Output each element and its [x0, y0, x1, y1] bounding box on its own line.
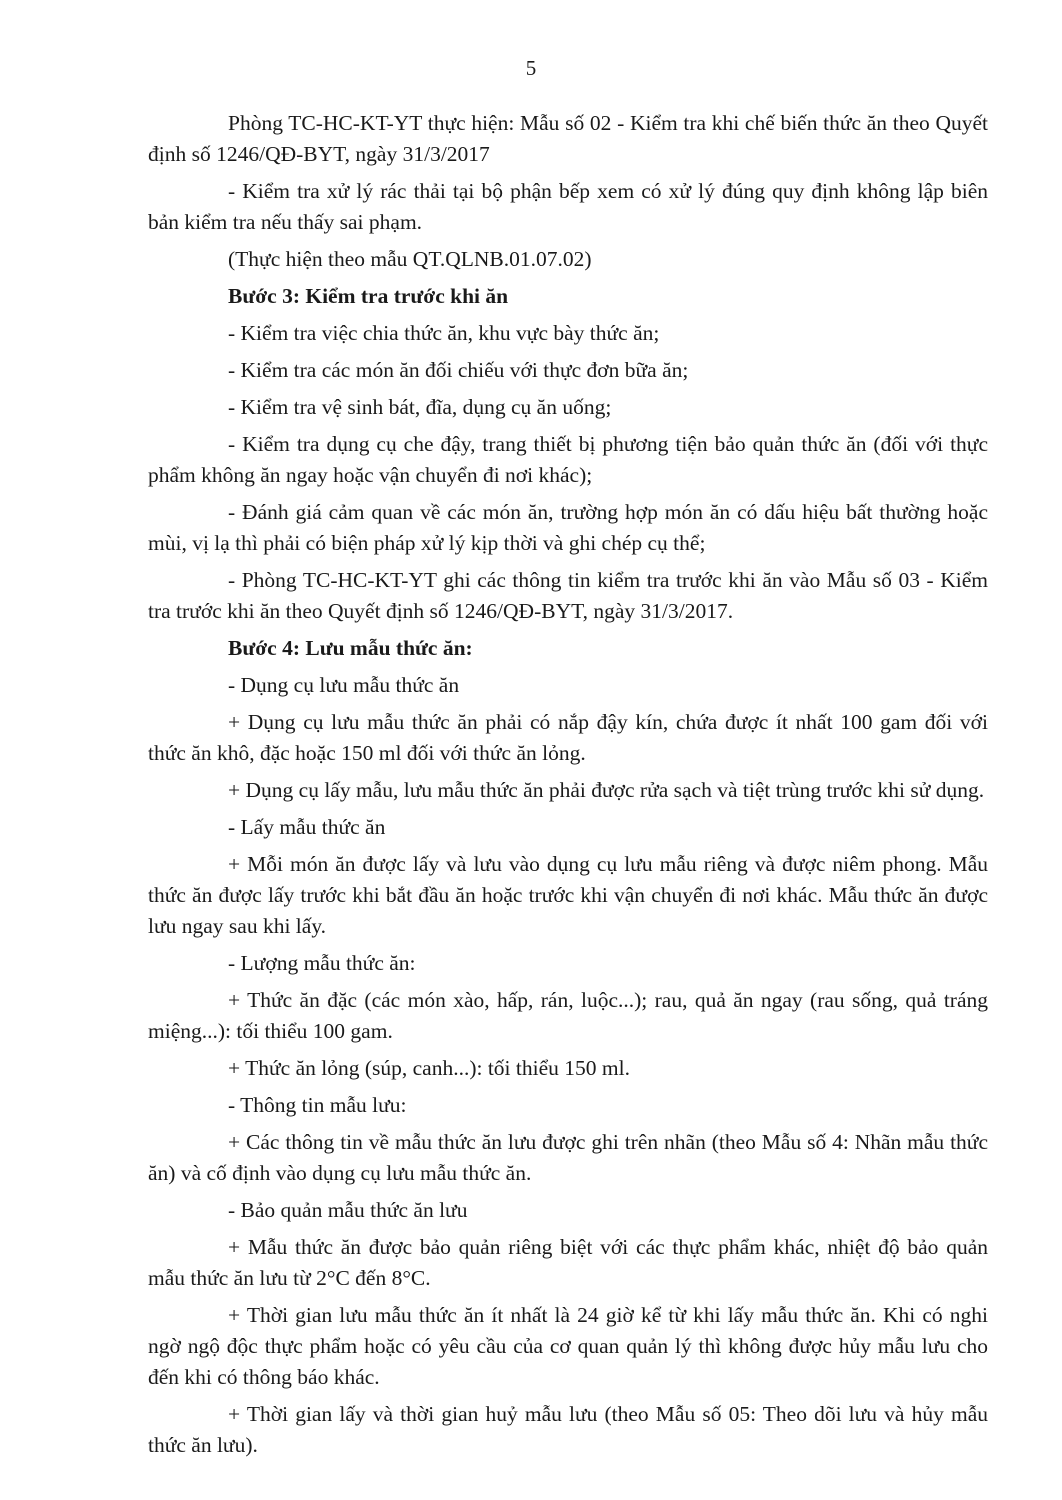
- list-item: - Thông tin mẫu lưu:: [228, 1093, 407, 1117]
- list-item: - Bảo quản mẫu thức ăn lưu: [228, 1198, 468, 1222]
- list-item: - Kiểm tra dụng cụ che đậy, trang thiết bị phương tiện bảo quản thức ăn (đối với thực phẩm không ăn ngay hoặc vận chuyển đi nơi khác);: [148, 432, 988, 487]
- list-item: - Kiểm tra vệ sinh bát, đĩa, dụng cụ ăn uống;: [228, 395, 612, 419]
- sub-list-item: + Dụng cụ lấy mẫu, lưu mẫu thức ăn phải được rửa sạch và tiệt trùng trước khi sử dụng.: [228, 778, 985, 802]
- list-item: - Lấy mẫu thức ăn: [228, 815, 386, 839]
- list-item: - Phòng TC-HC-KT-YT ghi các thông tin kiểm tra trước khi ăn vào Mẫu số 03 - Kiểm tra trước khi ăn theo Quyết định số 1246/QĐ-BYT, ngày 31/3/2017.: [148, 568, 988, 623]
- sub-list-item: + Mẫu thức ăn được bảo quản riêng biệt với các thực phẩm khác, nhiệt độ bảo quản mẫu thức ăn lưu từ 2°C đến 8°C.: [148, 1235, 988, 1290]
- sub-list-item: + Thức ăn lỏng (súp, canh...): tối thiểu 150 ml.: [228, 1056, 630, 1080]
- list-item: - Dụng cụ lưu mẫu thức ăn: [228, 673, 460, 697]
- list-item: - Đánh giá cảm quan về các món ăn, trường hợp món ăn có dấu hiệu bất thường hoặc mùi, vị lạ thì phải có biện pháp xử lý kịp thời và ghi chép cụ thể;: [148, 500, 988, 555]
- paragraph-waste-check: - Kiểm tra xử lý rác thải tại bộ phận bếp xem có xử lý đúng quy định không lập biên bản kiểm tra nếu thấy sai phạm.: [148, 179, 988, 234]
- sub-list-item: + Các thông tin về mẫu thức ăn lưu được ghi trên nhãn (theo Mẫu số 4: Nhãn mẫu thức ăn) và cố định vào dụng cụ lưu mẫu thức ăn.: [148, 1130, 988, 1185]
- sub-list-item: + Dụng cụ lưu mẫu thức ăn phải có nắp đậy kín, chứa được ít nhất 100 gam đối với thức ăn khô, đặc hoặc 150 ml đối với thức ăn lỏng.: [148, 710, 988, 765]
- list-item: - Kiểm tra việc chia thức ăn, khu vực bày thức ăn;: [228, 321, 660, 345]
- document-body: [148, 108, 988, 1467]
- sub-list-item: + Thức ăn đặc (các món xào, hấp, rán, luộc...); rau, quả ăn ngay (rau sống, quả tráng miệng...): tối thiểu 100 gam.: [148, 988, 988, 1043]
- paragraph-form-reference: (Thực hiện theo mẫu QT.QLNB.01.07.02): [228, 247, 592, 271]
- paragraph-intro: Phòng TC-HC-KT-YT thực hiện: Mẫu số 02 - Kiểm tra khi chế biến thức ăn theo Quyết định số 1246/QĐ-BYT, ngày 31/3/2017: [148, 111, 988, 166]
- section-heading-step-4: Bước 4: Lưu mẫu thức ăn:: [228, 636, 473, 660]
- section-heading-step-3: Bước 3: Kiểm tra trước khi ăn: [228, 284, 509, 308]
- list-item: - Kiểm tra các món ăn đối chiếu với thực đơn bữa ăn;: [228, 358, 689, 382]
- page-number: 5: [525, 56, 537, 80]
- sub-list-item: + Mỗi món ăn được lấy và lưu vào dụng cụ lưu mẫu riêng và được niêm phong. Mẫu thức ăn được lấy trước khi bắt đầu ăn hoặc trước khi vận chuyển đi nơi khác. Mẫu thức ăn được lưu ngay sau khi lấy.: [148, 852, 988, 938]
- sub-list-item: + Thời gian lưu mẫu thức ăn ít nhất là 24 giờ kể từ khi lấy mẫu thức ăn. Khi có nghi ngờ ngộ độc thực phẩm hoặc có yêu cầu của cơ quan quản lý thì không được hủy mẫu lưu cho đến khi có thông báo khác.: [148, 1303, 988, 1389]
- sub-list-item: + Thời gian lấy và thời gian huỷ mẫu lưu (theo Mẫu số 05: Theo dõi lưu và hủy mẫu thức ăn lưu).: [148, 1402, 988, 1457]
- list-item: - Lượng mẫu thức ăn:: [228, 951, 416, 975]
